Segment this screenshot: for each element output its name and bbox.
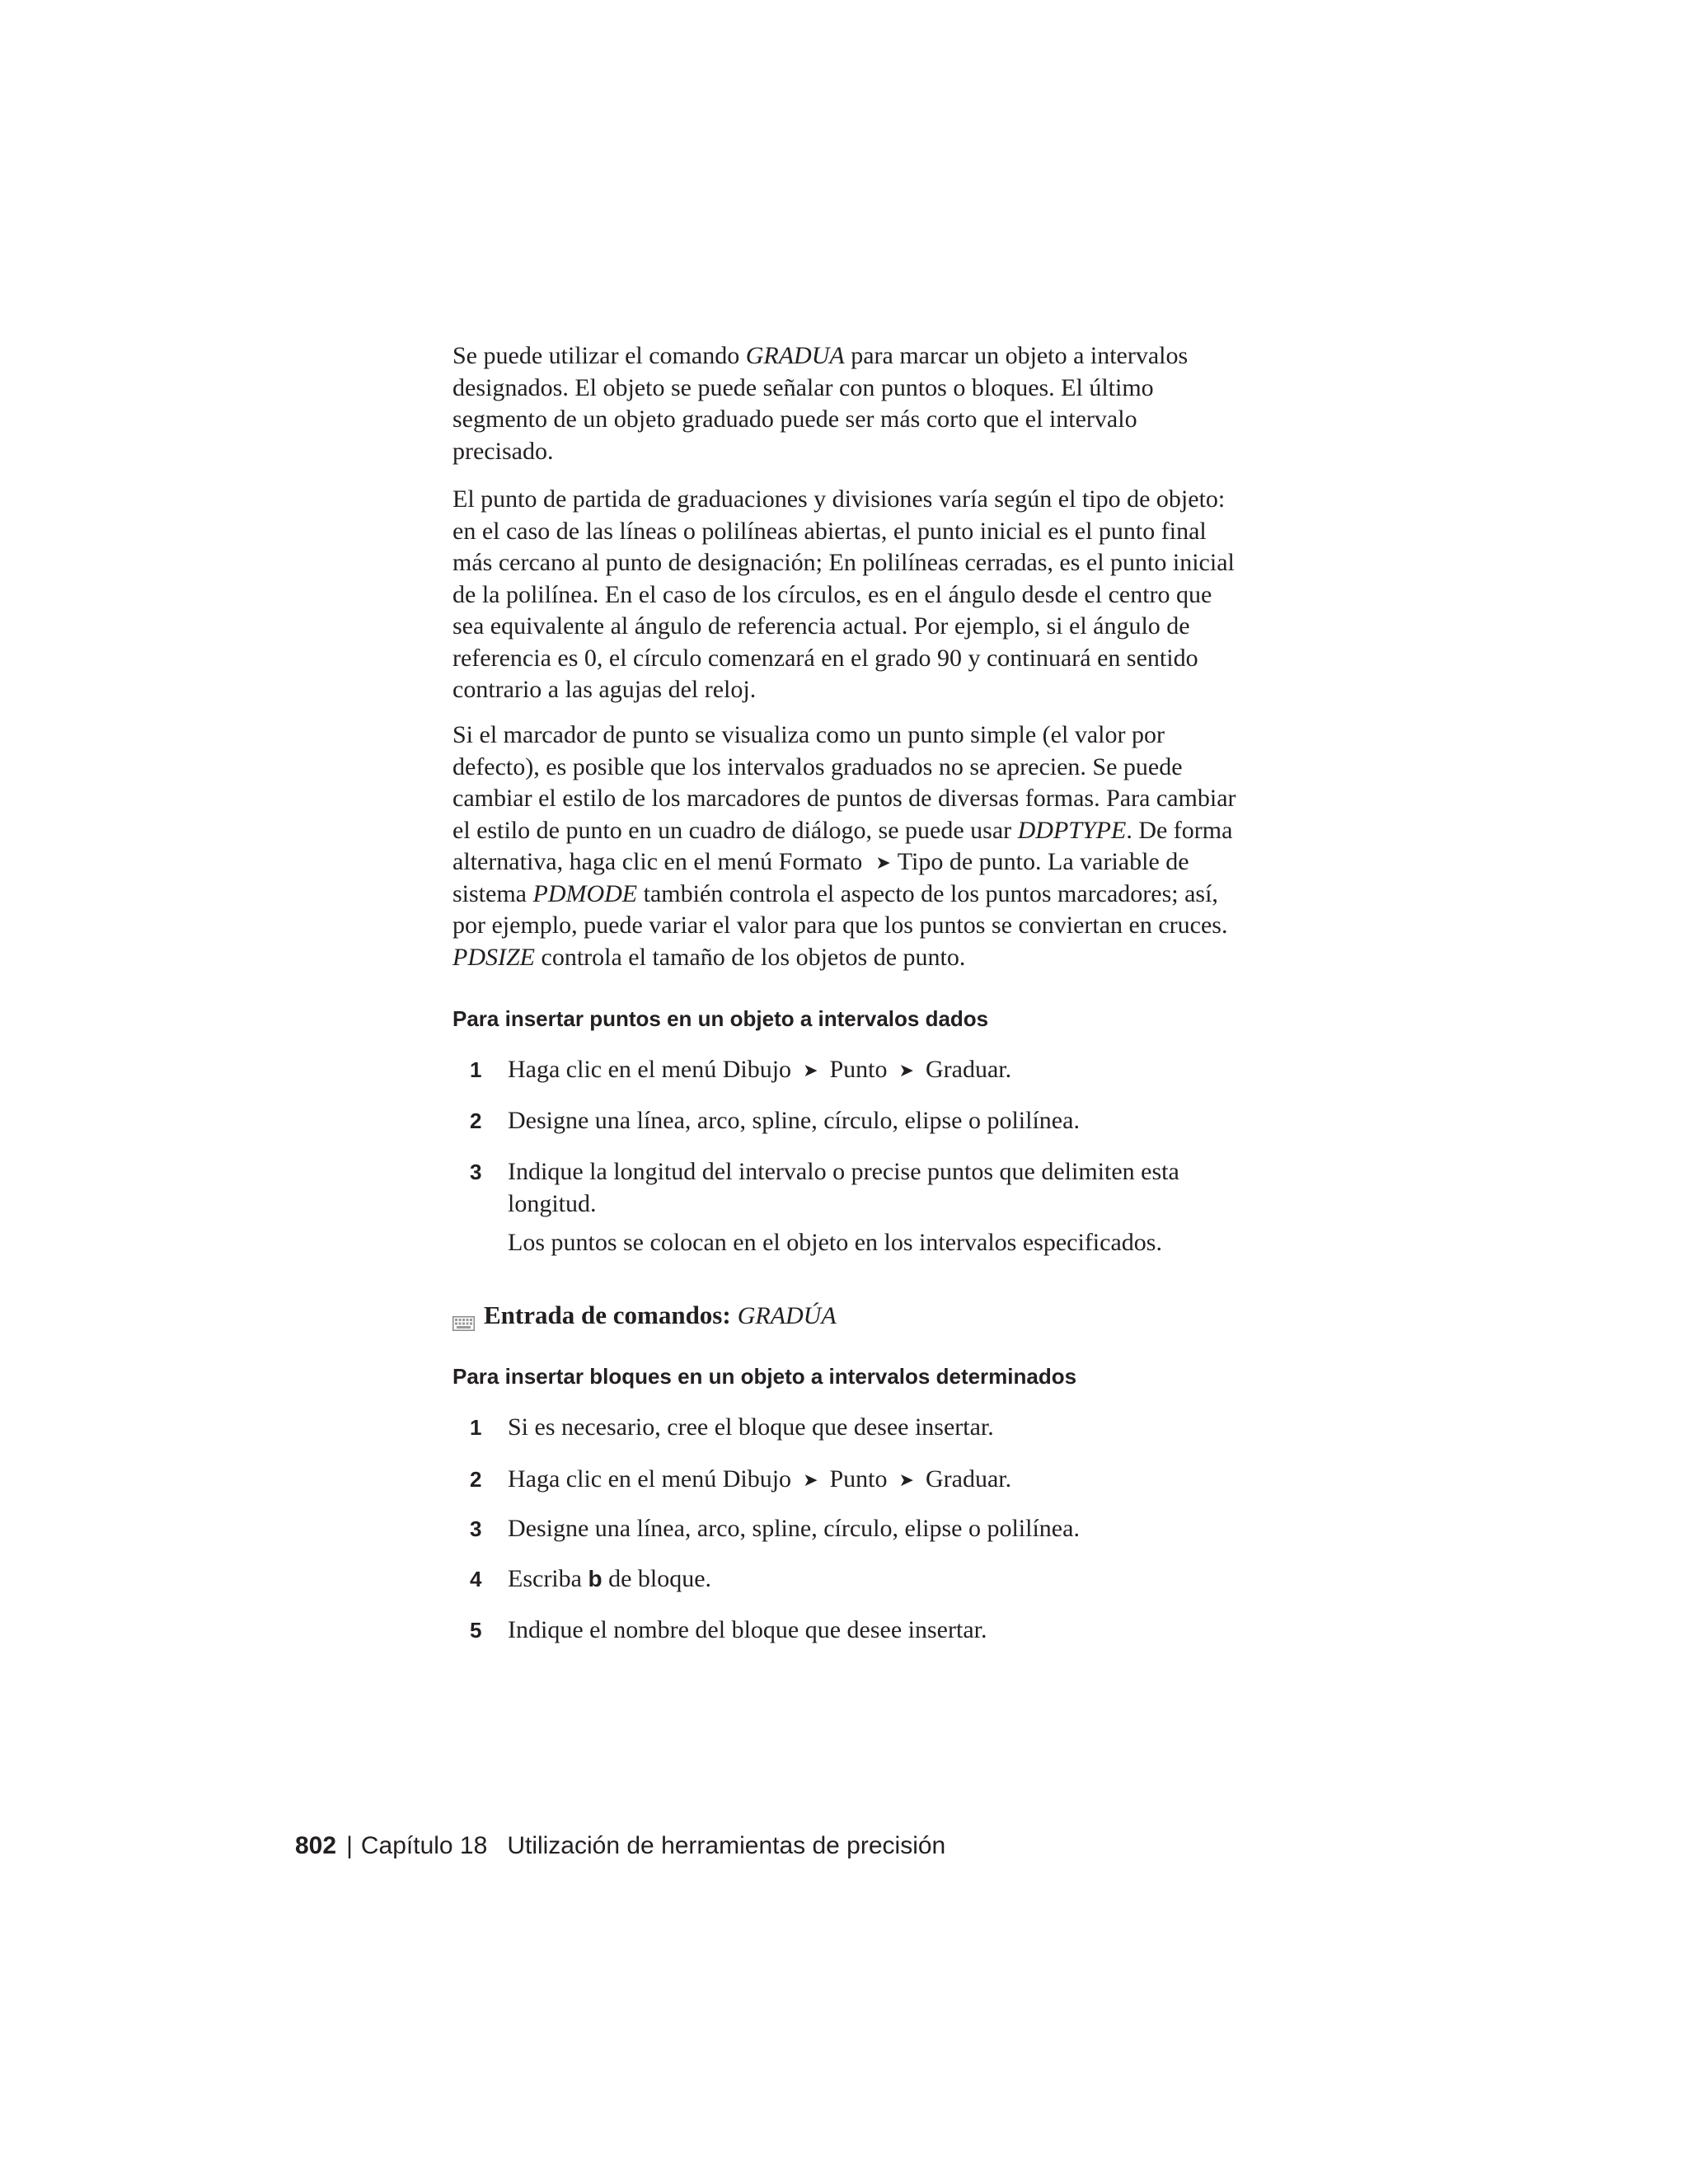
text-line: precisado. (452, 437, 554, 465)
text-line (452, 846, 1236, 879)
command-name-ddptype: DDPTYPE (1017, 816, 1127, 844)
text-run: Haga clic en el menú Dibujo (508, 1465, 792, 1493)
menu-arrow-icon: ➤ (898, 1061, 914, 1081)
menu-arrow-icon: ➤ (898, 1470, 914, 1491)
text-run: Haga clic en el menú Dibujo (508, 1056, 792, 1083)
menu-arrow-icon: ➤ (875, 853, 891, 874)
step-number: 2 (470, 1108, 482, 1133)
text-line: defecto), es posible que los intervalos graduados no se aprecien. Se puede (452, 752, 1183, 780)
text-run: alternativa, haga clic en el menú Formato (452, 848, 863, 875)
command-entry-command: GRADÚA (737, 1302, 837, 1329)
step-text: Indique el nombre del bloque que desee insertar. (508, 1616, 987, 1643)
step-text (508, 1054, 1011, 1086)
text-run: . De forma (1126, 816, 1233, 844)
step-number: 1 (470, 1415, 482, 1440)
text-run: Punto (829, 1465, 888, 1493)
text-line: más cercano al punto de designación; En polilíneas cerradas, es el punto inicial (452, 549, 1235, 576)
step-text (508, 1563, 711, 1596)
step-text: Si es necesario, cree el bloque que desee insertar. (508, 1413, 994, 1441)
step-text: Designe una línea, arco, spline, círculo, elipse o polilínea. (508, 1107, 1080, 1134)
text-line: referencia es 0, el círculo comenzará en el grado 90 y continuará en sentido (452, 644, 1198, 672)
command-entry (452, 1300, 837, 1332)
step-number: 3 (470, 1516, 482, 1541)
text-run: para marcar un objeto a intervalos (844, 342, 1189, 369)
text-line (452, 340, 1188, 373)
text-run: Tipo de punto. La variable de (897, 848, 1189, 875)
text-line: en el caso de las líneas o polilíneas abiertas, el punto inicial es el punto final (452, 517, 1207, 545)
chapter-number: Capítulo 18 (360, 1832, 488, 1859)
paragraph-starting-point (452, 484, 1235, 706)
text-line: de la polilínea. En el caso de los círculos, es en el ángulo desde el centro que (452, 580, 1212, 608)
text-line (452, 942, 1236, 974)
step-number: 2 (470, 1467, 482, 1492)
footer-separator: | (346, 1832, 353, 1859)
text-run: también controla el aspecto de los puntos marcadores; así, (637, 879, 1218, 907)
text-line: segmento de un objeto graduado puede ser más corto que el intervalo (452, 405, 1137, 433)
variable-name-pdsize: PDSIZE (452, 943, 535, 971)
text-run: Se puede utilizar el comando (452, 342, 746, 369)
step-text: Designe una línea, arco, spline, círculo, elipse o polilínea. (508, 1515, 1080, 1542)
text-run: Escriba (508, 1565, 588, 1592)
menu-arrow-icon: ➤ (803, 1470, 818, 1491)
text-run: el estilo de punto en un cuadro de diálogo, se puede usar (452, 816, 1018, 844)
command-name-gradua: GRADUA (745, 342, 845, 369)
step-number: 4 (470, 1567, 482, 1591)
text-run: de bloque. (602, 1565, 712, 1592)
text-line (452, 815, 1236, 847)
command-entry-label: Entrada de comandos: (484, 1301, 731, 1329)
text-line: sea equivalente al ángulo de referencia actual. Por ejemplo, si el ángulo de (452, 612, 1190, 640)
step-result: Los puntos se colocan en el objeto en los intervalos especificados. (508, 1229, 1162, 1256)
text-run: Punto (829, 1056, 888, 1083)
step-text: Indique la longitud del intervalo o precise puntos que delimiten esta (508, 1158, 1179, 1185)
page-number: 802 (295, 1832, 337, 1859)
menu-arrow-icon: ➤ (803, 1061, 818, 1081)
text-line: designados. El objeto se puede señalar con puntos o bloques. El último (452, 373, 1154, 401)
step-number: 1 (470, 1057, 482, 1082)
text-line: contrario a las agujas del reloj. (452, 676, 757, 703)
page-footer (295, 1830, 945, 1862)
step-text: longitud. (508, 1189, 597, 1217)
variable-name-pdmode: PDMODE (532, 879, 638, 907)
text-run: Graduar. (925, 1056, 1012, 1083)
procedure-heading-points: Para insertar puntos en un objeto a intervalos dados (452, 1006, 989, 1031)
text-line: cambiar el estilo de los marcadores de puntos de diversas formas. Para cambiar (452, 785, 1236, 812)
text-line: Si el marcador de punto se visualiza como un punto simple (el valor por (452, 721, 1165, 748)
procedure-heading-blocks: Para insertar bloques en un objeto a intervalos determinados (452, 1364, 1077, 1389)
chapter-title: Utilización de herramientas de precisión (507, 1832, 946, 1859)
step-text (508, 1464, 1011, 1496)
text-line (452, 879, 1236, 911)
text-run: Graduar. (925, 1465, 1012, 1493)
keyboard-input-b: b (588, 1566, 603, 1591)
step-number: 3 (470, 1160, 482, 1184)
paragraph-point-style (452, 719, 1236, 973)
text-line: El punto de partida de graduaciones y divisiones varía según el tipo de objeto: (452, 485, 1226, 513)
text-run: sistema (452, 879, 533, 907)
step-number: 5 (470, 1618, 482, 1643)
keyboard-icon (452, 1308, 475, 1323)
text-line: por ejemplo, puede variar el valor para que los puntos se conviertan en cruces. (452, 912, 1228, 939)
paragraph-gradua-intro (452, 340, 1188, 467)
text-run: controla el tamaño de los objetos de punto. (535, 943, 966, 971)
